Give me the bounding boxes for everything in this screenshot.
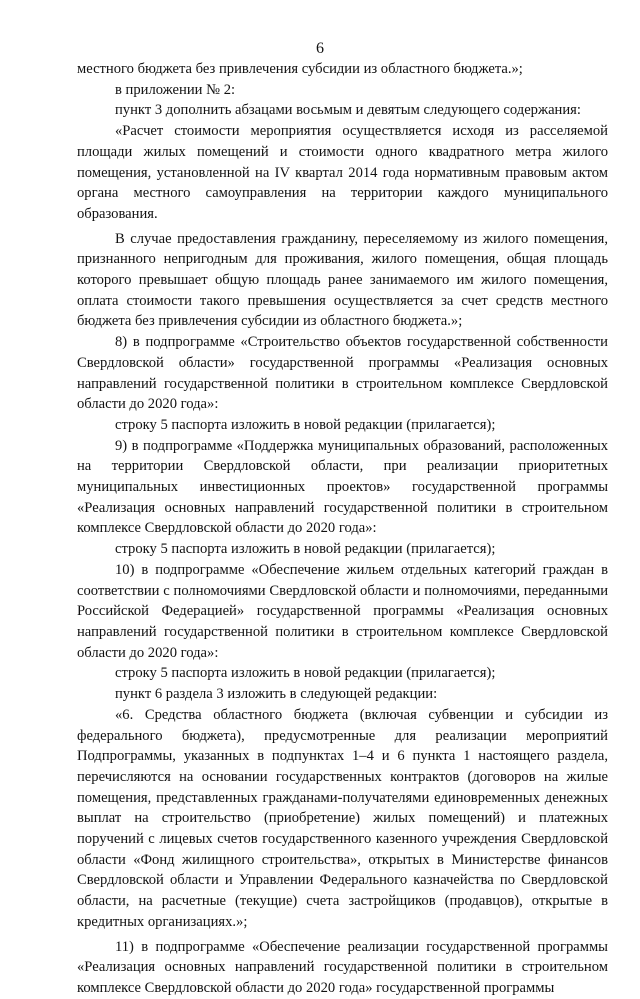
- page-number: 6: [316, 40, 324, 57]
- paragraph-appendix-2: в приложении № 2:: [115, 81, 236, 98]
- paragraph-item-8: 8) в подпрограмме «Строительство объектов государственной собственности Свердловской области» государственной программы «Реализация основных направлений государственной политики в строительном комплексе Свердловской области до 2020 года»:: [77, 334, 608, 413]
- paragraph-area-excess: В случае предоставления гражданину, переселяемому из жилого помещения, признанного непригодным для проживания, жилого помещения, общая площадь которого превышает общую площадь ранее занимаемого им жилого помещения, оплата стоимости такого превышения осуществляется за счет средств местного бюджета без привлечения субсидии из областного бюджета.»;: [77, 230, 608, 330]
- paragraph-item-9: 9) в подпрограмме «Поддержка муниципальных образований, расположенных на территории Свердловской области, при реализации приоритетных муниципальных инвестиционных проектов» государственной программы «Реализация основных направлений государственной политики в строительном комплексе Свердловской области до 2020 года»:: [77, 437, 608, 537]
- paragraph-section-3-item-6: пункт 6 раздела 3 изложить в следующей редакции:: [115, 686, 438, 703]
- paragraph-passport-line-5: строку 5 паспорта изложить в новой редакции (прилагается);: [115, 665, 496, 682]
- paragraph-passport-line-5: строку 5 паспорта изложить в новой редакции (прилагается);: [115, 541, 496, 558]
- paragraph-item-3-amendment: пункт 3 дополнить абзацами восьмым и девятым следующего содержания:: [115, 102, 581, 119]
- paragraph-passport-line-5: строку 5 паспорта изложить в новой редакции (прилагается);: [115, 416, 496, 433]
- paragraph-funding-transfer: «6. Средства областного бюджета (включая субвенции и субсидии из федерального бюджета), предусмотренные для реализации мероприятий Подпрограммы, указанных в подпунктах 1–4 и 6 пункта 1 настоящего раздела, перечисляются на основании государственных контрактов (договоров на жилые помещения, представленных гражданами-получателями единовременных денежных выплат на строительство (приобретение) жилых помещений) и платежных поручений с лицевых счетов государственного казенного учреждения Свердловской области «Фонд жилищного строительства», открытых в Министерстве финансов Свердловской области и Управлении Федерального казначейства по Свердловской области, на расчетные (текущие) счета застройщиков (продавцов), открытые в кредитных организациях.»;: [77, 706, 608, 930]
- paragraph-cost-calculation: «Расчет стоимости мероприятия осуществляется исходя из расселяемой площади жилых помещений и стоимости одного квадратного метра жилого помещения, установленной на IV квартал 2014 года нормативным правовым актом органа местного самоуправления на территории каждого муниципального образования.: [77, 123, 608, 222]
- document-body: [77, 59, 608, 999]
- paragraph-continuation: местного бюджета без привлечения субсидии из областного бюджета.»;: [77, 61, 523, 77]
- paragraph-item-11: 11) в подпрограмме «Обеспечение реализации государственной программы «Реализация основных направлений государственной политики в строительном комплексе Свердловской области до 2020 года» государственной программы: [77, 938, 608, 996]
- paragraph-item-10: 10) в подпрограмме «Обеспечение жильем отдельных категорий граждан в соответствии с полномочиями Свердловской области и полномочиями, переданными Российской Федерацией» государственной программы «Реализация основных направлений государственной политики в строительном комплексе Свердловской области до 2020 года»:: [77, 561, 608, 661]
